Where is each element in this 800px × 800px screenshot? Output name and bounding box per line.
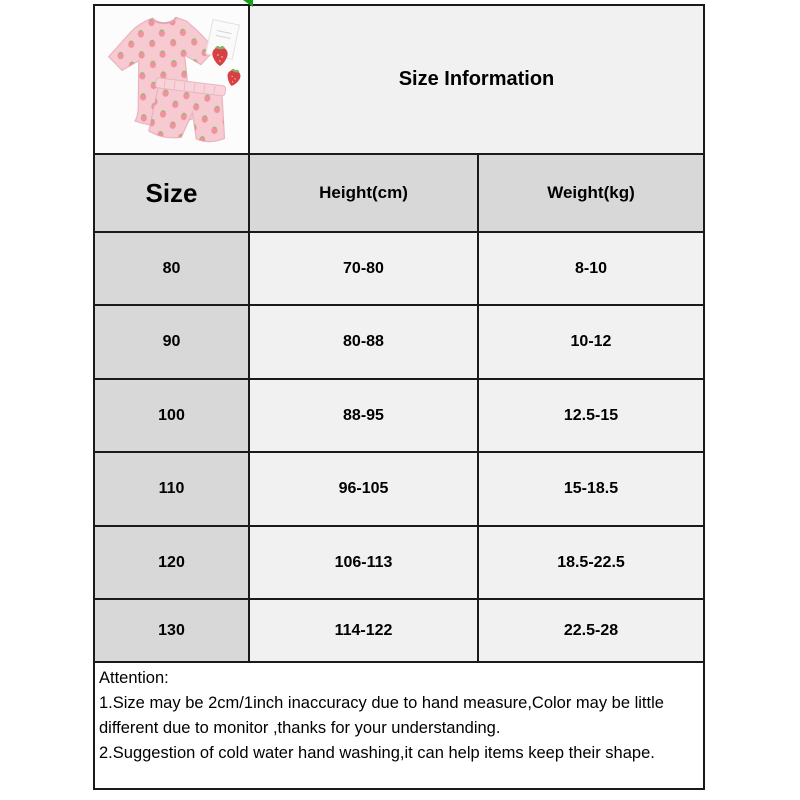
table-row-weight: 12.5-15 (479, 380, 703, 451)
attention-note (95, 663, 703, 788)
table-row-weight: 8-10 (479, 233, 703, 304)
page-title (250, 6, 703, 153)
column-header-size: Size (95, 155, 248, 231)
column-header-weight: Weight(kg) (479, 155, 703, 231)
table-row-height: 96-105 (250, 453, 477, 525)
column-header-height: Height(cm) (250, 155, 477, 231)
table-row-weight: 18.5-22.5 (479, 527, 703, 598)
table-row-height: 114-122 (250, 600, 477, 661)
table-row-size: 130 (95, 600, 248, 661)
size-table (93, 4, 705, 790)
attention-line: 2.Suggestion of cold water hand washing,it can help items keep their shape. (99, 744, 655, 762)
attention-line: different due to monitor ,thanks for your understanding. (99, 719, 501, 737)
table-row-weight: 15-18.5 (479, 453, 703, 525)
table-row-size: 120 (95, 527, 248, 598)
table-row-height: 88-95 (250, 380, 477, 451)
table-row-size: 90 (95, 306, 248, 378)
table-row-height: 106-113 (250, 527, 477, 598)
pajama-set-illustration-icon (95, 6, 248, 153)
table-row-size: 100 (95, 380, 248, 451)
table-row-size: 110 (95, 453, 248, 525)
table-row-weight: 10-12 (479, 306, 703, 378)
table-row-height: 70-80 (250, 233, 477, 304)
table-row-height: 80-88 (250, 306, 477, 378)
table-row-size: 80 (95, 233, 248, 304)
attention-line: 1.Size may be 2cm/1inch inaccuracy due to hand measure,Color may be little (99, 694, 664, 712)
product-photo (95, 6, 248, 153)
table-row-weight: 22.5-28 (479, 600, 703, 661)
page-title-text: Size Information (398, 68, 555, 90)
attention-title: Attention: (99, 669, 169, 687)
